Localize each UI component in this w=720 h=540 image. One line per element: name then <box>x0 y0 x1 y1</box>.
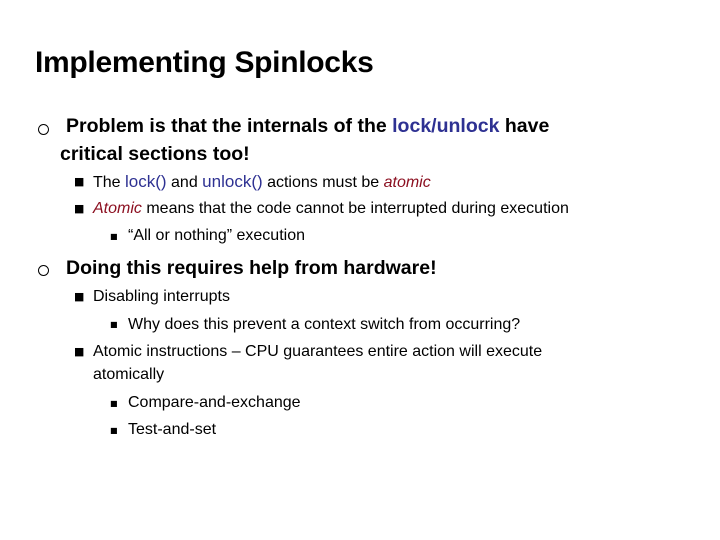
bullet-1-line-2: critical sections too! <box>60 143 250 165</box>
sub-1a-code-unlock: unlock() <box>202 172 263 191</box>
small-square-bullet-icon: ■ <box>110 320 118 329</box>
sub-bullet-2b-ii: Test-and-set <box>128 421 217 438</box>
bullet-1-highlight: lock/unlock <box>392 115 500 137</box>
sub-1a-t2: and <box>166 174 203 191</box>
square-bullet-icon: ■ <box>74 175 85 188</box>
circle-bullet-icon <box>38 124 49 135</box>
sub-bullet-2b-line-1: Atomic instructions – CPU guarantees entire action will execute <box>93 343 543 360</box>
slide-title: Implementing Spinlocks <box>35 46 374 79</box>
sub-1a-t3: actions must be <box>262 174 384 191</box>
bullet-1-text-pre: Problem is that the internals of the <box>66 115 393 137</box>
small-square-bullet-icon: ■ <box>110 426 118 435</box>
sub-1a-emphasis: atomic <box>383 174 431 191</box>
small-square-bullet-icon: ■ <box>110 232 118 241</box>
bullet-1-line-1 <box>66 113 549 139</box>
sub-bullet-1b-i: “All or nothing” execution <box>128 227 305 244</box>
sub-bullet-1a <box>93 171 431 194</box>
sub-bullet-2a: Disabling interrupts <box>93 288 230 305</box>
sub-bullet-2b-i: Compare-and-exchange <box>128 394 301 411</box>
square-bullet-icon: ■ <box>74 290 85 303</box>
sub-1a-code-lock: lock() <box>125 172 167 191</box>
sub-bullet-2a-i: Why does this prevent a context switch from occurring? <box>128 316 521 333</box>
square-bullet-icon: ■ <box>74 202 85 215</box>
sub-1b-emphasis: Atomic <box>93 200 142 217</box>
sub-bullet-1b <box>93 198 569 220</box>
sub-1a-t1: The <box>93 174 126 191</box>
small-square-bullet-icon: ■ <box>110 399 118 408</box>
circle-bullet-icon <box>38 265 49 276</box>
sub-1b-text: means that the code cannot be interrupted during execution <box>141 200 569 217</box>
bullet-2: Doing this requires help from hardware! <box>66 257 437 279</box>
sub-bullet-2b-line-2: atomically <box>93 366 165 383</box>
bullet-1-text-post: have <box>499 115 550 137</box>
square-bullet-icon: ■ <box>74 345 85 358</box>
